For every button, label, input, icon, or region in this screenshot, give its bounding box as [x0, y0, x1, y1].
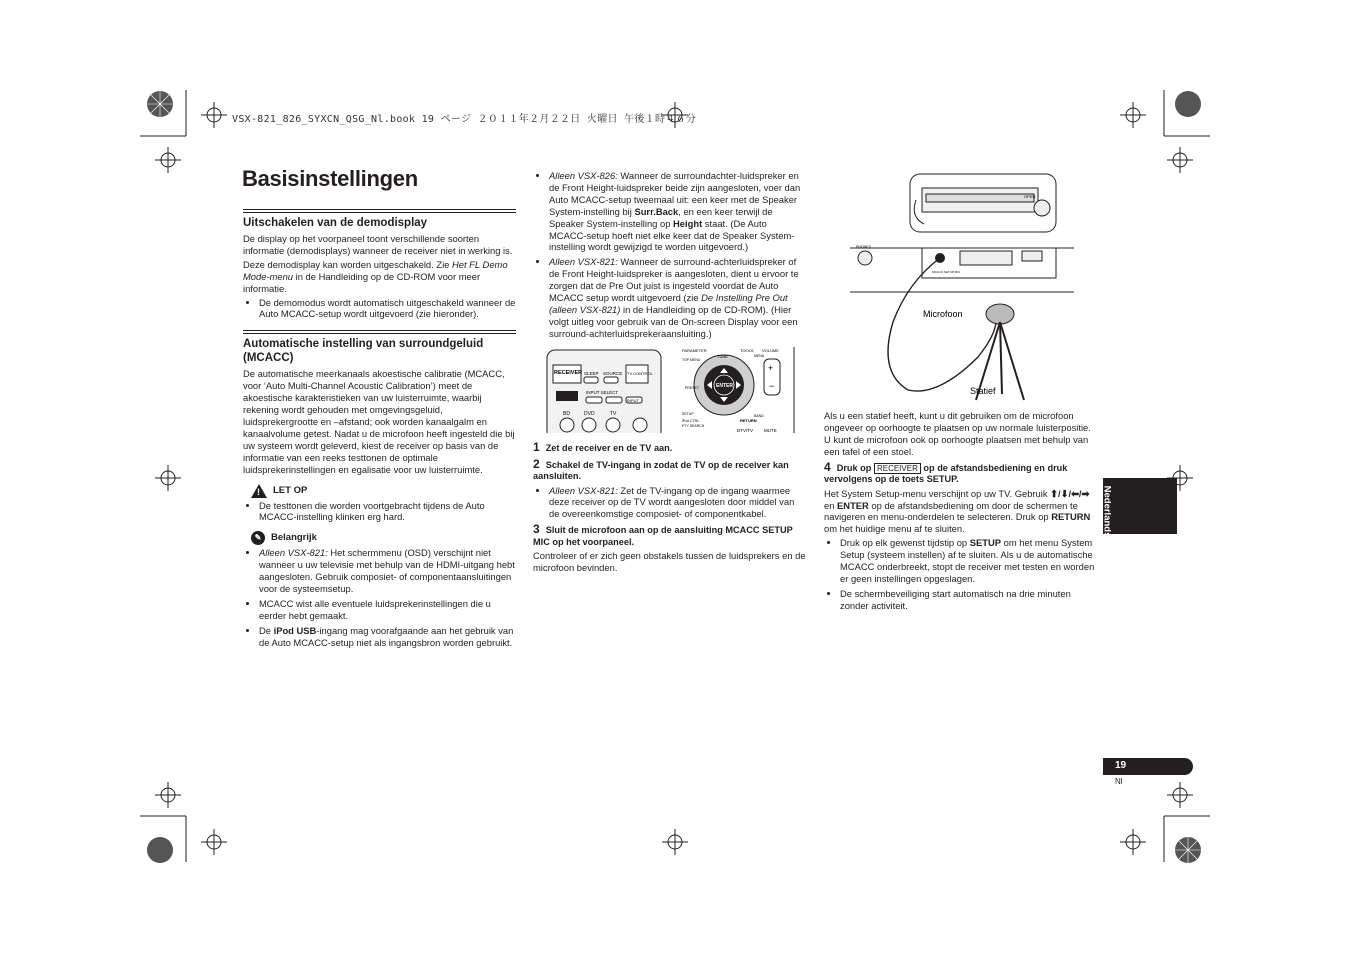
- list-item: • De demomodus wordt automatisch uitgeschakeld wanneer de Auto MCACC-setup wordt uitgevoerd (zie hieronder).: [259, 297, 516, 321]
- column-3: [824, 410, 1097, 616]
- enter-button-label: ENTER: [716, 383, 733, 389]
- mcacc-label: MCACC SETUP MIC: [932, 270, 961, 274]
- list-item: • De testtonen die worden voortgebracht tijdens de Auto MCACC-instelling klinken erg hard.: [259, 500, 516, 524]
- pty-search-label: PTY SEARCH: [682, 424, 705, 428]
- svg-text:−: −: [769, 381, 775, 391]
- input-select-label: INPUT SELECT: [586, 390, 619, 395]
- tv-control-label: TV CONTROL: [627, 371, 653, 376]
- bd-label: BD: [563, 411, 570, 417]
- list-item: • Alleen VSX-826: Wanneer de surroundachter-luidspreker en de Front Height-luidspreker beide zijn aangesloten, voer dan Auto MCACC-setup tweemaal uit: een keer met de Speaker System-instelling bij Surr.Back, en een keer terwijl de Speaker System-instelling op Height staat. (De Auto MCACC-setup hoeft niet elke keer dat de Speaker System-instelling wordt gewijzigd te worden uitgevoerd.): [549, 170, 806, 253]
- bullet-list: [243, 547, 516, 648]
- tune-label: TUNE: [717, 354, 728, 359]
- input-label: INPUT: [627, 398, 639, 403]
- microphone-setup-illustration: [848, 172, 1076, 404]
- svg-text:+: +: [768, 363, 774, 373]
- remote-illustration-left: [546, 349, 662, 433]
- print-header: VSX-821_826_SYXCN_QSG_Nl.book 19 ページ ２０１１年２月２２日 火曜日 午後１時４６分: [232, 114, 697, 125]
- page-title: Basisinstellingen: [242, 166, 418, 191]
- bullet-list: [243, 297, 516, 321]
- step-1: 1 Zet de receiver en de TV aan.: [533, 440, 673, 454]
- column-2: [533, 170, 806, 344]
- ipod-ctrl-label: iPod CTRL: [682, 419, 700, 423]
- list-item: • MCACC wist alle eventuele luidsprekerinstellingen die u eerder hebt gemaakt.: [259, 598, 516, 622]
- list-item: • Alleen VSX-821: Wanneer de surround-achterluidspreker of de Front Height-luidspreker is aangesloten, dient u ervoor te zorgen dat de Pre Out juist is ingesteld voordat de Auto MCACC setup wordt uitgevoerd (zie De Instelling Pre Out (alleen VSX-821) in de Handleiding op de CD-ROM). (Hier volgt uitleg voor gebruik van de On-screen Display voor een surround-achterluidsprekeraansluiting.): [549, 256, 806, 339]
- dtv-tv-label: DTV/TV: [737, 428, 754, 433]
- band-label: BAND: [754, 414, 764, 418]
- warning-icon: !: [251, 484, 267, 498]
- tools-label: TOOLS: [740, 348, 754, 353]
- page-language-code: Nl: [1115, 777, 1123, 786]
- important-icon: ✎: [251, 531, 265, 545]
- paragraph: Als u een statief heeft, kunt u dit gebruiken om de microfoon ongeveer op oorhoogte te plaatsen op uw normale luisterpositie. U kunt de microfoon ook op oorhoogte plaatsen met behulp van een tafel of een stoel.: [824, 410, 1091, 457]
- tv-label: TV: [610, 411, 617, 417]
- page-number-badge: 19: [1103, 758, 1193, 775]
- bullet-list: [533, 485, 806, 521]
- menu-label: MENU: [754, 354, 765, 358]
- bullet-list: [533, 170, 806, 340]
- paragraph: Deze demodisplay kan worden uitgeschakeld. Zie Het FL Demo Mode-menu in de Handleiding op de CD-ROM voor meer informatie.: [243, 258, 508, 294]
- top-menu-label: TOP MENU: [682, 358, 701, 362]
- language-tab-label: Nederlands: [1101, 485, 1113, 538]
- return-label: RETURN: [740, 418, 757, 423]
- dvd-label: DVD: [584, 411, 595, 417]
- source-label: SOURCE: [603, 371, 623, 376]
- caution-heading: ! LET OP: [251, 484, 516, 498]
- parameter-label: PARAMETER: [682, 348, 707, 353]
- list-item: • Alleen VSX-821: Het schermmenu (OSD) verschijnt niet wanneer u uw televisie met behulp van de HDMI-uitgang hebt aangesloten. Gebruik composiet- of componentaansluitingen voor de systeemsetup.: [259, 547, 516, 595]
- open-label: OPEN: [1024, 194, 1036, 199]
- microfoon-label: Microfoon: [923, 309, 963, 319]
- volume-label: VOLUME: [762, 348, 779, 353]
- preset-label: PRESET: [685, 386, 700, 390]
- list-item: • Alleen VSX-821: Zet de TV-ingang op de ingang waarmee deze receiver op de TV wordt aangesloten door middel van de overeenkomstige composiet- of componentkabel.: [549, 485, 806, 521]
- section-rule: [243, 330, 516, 334]
- column-2-steps: [533, 438, 806, 576]
- step-2: 2 Schakel de TV-ingang in zodat de TV op de receiver kan aansluiten.: [533, 456, 789, 481]
- list-item: • De iPod USB-ingang mag voorafgaande aan het gebruik van de Auto MCACC-setup niet als ingangsbron worden gebruikt.: [259, 625, 516, 649]
- bullet-list: [243, 500, 516, 524]
- list-item: • Druk op elk gewenst tijdstip op SETUP om het menu System Setup (systeem instellen) af te sluiten. Als u de automatische MCACC onderbreekt, stopt de receiver met testen en worden er geen instellingen opgeslagen.: [840, 537, 1097, 585]
- important-heading: ✎ Belangrijk: [251, 531, 516, 545]
- paragraph: De display op het voorpaneel toont verschillende soorten informatie (demodisplays) wanneer de receiver niet in werking is.: [243, 233, 513, 256]
- sleep-label: SLEEP: [584, 371, 599, 376]
- section-rule: [243, 209, 516, 213]
- step-3: 3 Sluit de microfoon aan op de aansluiting MCACC SETUP MIC op het voorpaneel.: [533, 522, 793, 547]
- step-4: 4 Druk op RECEIVER op de afstandsbediening en druk vervolgens op de toets SETUP.: [824, 459, 1068, 485]
- phones-label: PHONES: [856, 245, 871, 249]
- list-item: • De schermbeveiliging start automatisch na drie minuten zonder activiteit.: [840, 588, 1097, 612]
- receiver-key: RECEIVER: [874, 463, 921, 474]
- bullet-list: [824, 537, 1097, 611]
- paragraph: Controleer of er zich geen obstakels tussen de luidsprekers en de microfoon bevinden.: [533, 550, 806, 574]
- statief-label: Statief: [970, 386, 996, 396]
- setup-label: SETUP: [682, 412, 694, 416]
- mute-label: MUTE: [764, 428, 777, 433]
- receiver-label: RECEIVER: [554, 370, 583, 376]
- column-1: [243, 209, 516, 653]
- section-title-demodisplay: Uitschakelen van de demodisplay: [243, 217, 428, 229]
- remote-illustration-right: [680, 347, 795, 433]
- paragraph: De automatische meerkanaals akoestische calibratie (MCACC, voor ‘Auto Multi-Channel Acoustic Calibration’) meet de akoestische karakteristieken van uw luisterruimte, waarbij rekening wordt gehouden met omgevingsgeluid, luidsprekergrootte en –afstand; ook worden kanaalgalm en kanaalvolume getest. Nadat u de microfoon heeft ingesteld die bij uw systeem wordt geleverd, kiest de receiver op basis van de informatie van een reeks testtonen de optimale luidsprekerinstellingen en egalisatie voor uw luisterruimte.: [243, 368, 515, 475]
- language-side-tab: [1101, 478, 1177, 538]
- paragraph: Het System Setup-menu verschijnt op uw TV. Gebruik ⬆/⬇/⬅/➡ en ENTER op de afstandsbediening om door de schermen te navigeren en menu-onderdelen te selecteren. Druk op RETURN om het huidige menu af te sluiten.: [824, 487, 1091, 535]
- section-title-mcacc: Automatische instelling van surroundgeluid (MCACC): [243, 338, 484, 365]
